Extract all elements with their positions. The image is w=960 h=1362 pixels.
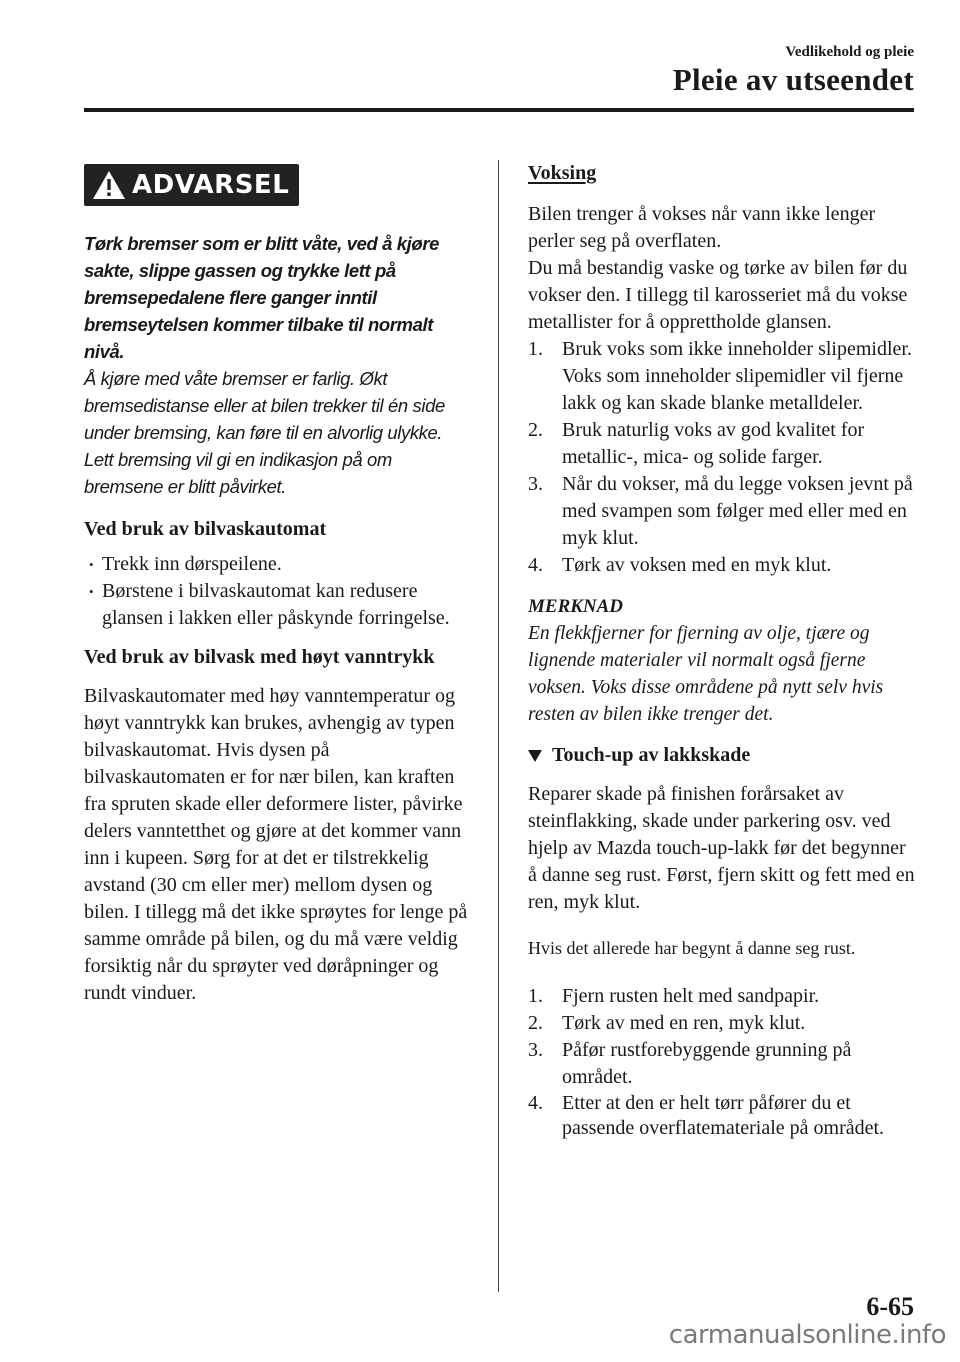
list-item: 4. Etter at den er helt tørr påfører du et passende overflatemateriale på området.: [528, 1092, 885, 1139]
waxing-para-1: Bilen trenger å vokses når vann ikke lenger perler seg på overflaten.: [528, 203, 876, 252]
list-item: 2. Bruk naturlig voks av god kvalitet for metallic-, mica- og solide farger.: [528, 419, 865, 468]
column-divider: [498, 160, 499, 1292]
left-column: [84, 160, 474, 1007]
waxing-heading: Voksing: [528, 162, 597, 184]
warning-body-text: Å kjøre med våte bremser er farlig. Økt bremsedistanse eller at bilen trekker til én side under bremsing, kan føre til en alvorlig ulykke. Lett bremsing vil gi en indikasjon på om bremsene er blitt påvirket.: [84, 368, 445, 497]
high-pressure-heading: Ved bruk av bilvask med høyt vanntrykk: [84, 646, 435, 668]
list-item: 2. Tørk av med en ren, myk klut.: [528, 1012, 806, 1034]
page-number: 6-65: [866, 1292, 914, 1321]
list-item: 3. Når du vokser, må du legge voksen jevnt på med svampen som følger med eller med en myk klut.: [528, 473, 913, 549]
car-wash-bullets: [84, 551, 474, 632]
list-item: 3. Påfør rustforebyggende grunning på området.: [528, 1039, 852, 1088]
section-label: Vedlikehold og pleie: [785, 44, 914, 60]
touch-up-heading: Touch-up av lakkskade: [528, 742, 918, 769]
list-item: • Trekk inn dørspeilene.: [84, 551, 474, 578]
watermark: carmanualsonline.info: [668, 1320, 946, 1350]
note-heading: MERKNAD: [528, 596, 624, 617]
warning-badge: [84, 164, 299, 206]
rust-intro: Hvis det allerede har begynt å danne seg rust.: [528, 938, 856, 958]
waxing-para-2: Du må bestandig vaske og tørke av bilen før du vokser den. I tillegg til karosseriet må du vokse metallister for å opprettholde glansen.: [528, 257, 908, 333]
right-column: [528, 160, 918, 1141]
rust-steps: [528, 983, 918, 1141]
car-wash-heading: Ved bruk av bilvaskautomat: [84, 518, 327, 540]
high-pressure-body: Bilvaskautomater med høy vanntemperatur og høyt vanntrykk kan brukes, avhengig av typen bilvaskautomat. Hvis dysen på bilvaskautomaten er for nær bilen, kan kraften fra spruten skade eller deformere lister, påvirke delers vanntetthet og gjøre at det kommer vann inn i kupeen. Sørg for at det er tilstrekkelig avstand (30 cm eller mer) mellom dysen og bilen. I tillegg må det ikke sprøytes for lenge på samme område på bilen, og du må være veldig forsiktig når du sprøyter ved døråpninger og rundt vinduer.: [84, 685, 468, 1004]
warning-triangle-icon: [92, 170, 126, 200]
header-rule: [84, 108, 914, 112]
page-title: Pleie av utseendet: [672, 62, 914, 97]
warning-label: ADVARSEL: [132, 170, 290, 200]
warning-bold-text: Tørk bremser som er blitt våte, ved å kjøre sakte, slippe gassen og trykke lett på bremsepedalene flere ganger inntil bremseytelsen kommer tilbake til normalt nivå.: [84, 233, 440, 362]
note-body: En flekkfjerner for fjerning av olje, tjære og lignende materialer vil normalt også fjerne voksen. Voks disse områdene på nytt selv hvis resten av bilen ikke trenger det.: [528, 623, 884, 725]
list-item: • Børstene i bilvaskautomat kan redusere glansen i lakken eller påskynde forringelse.: [84, 578, 474, 632]
list-item: 1. Fjern rusten helt med sandpapir.: [528, 985, 820, 1007]
waxing-steps: [528, 336, 918, 579]
list-item: 1. Bruk voks som ikke inneholder slipemidler. Voks som inneholder slipemidler vil fjerne lakk og kan skade blanke metalldeler.: [528, 338, 912, 414]
touch-up-body: Reparer skade på finishen forårsaket av steinflakking, skade under parkering osv. ved hjelp av Mazda touch-up-lakk før det begynner å danne seg rust. Først, fjern skitt og fett med en ren, myk klut.: [528, 783, 915, 913]
list-item: 4. Tørk av voksen med en myk klut.: [528, 554, 832, 576]
triangle-down-icon: [528, 749, 542, 763]
